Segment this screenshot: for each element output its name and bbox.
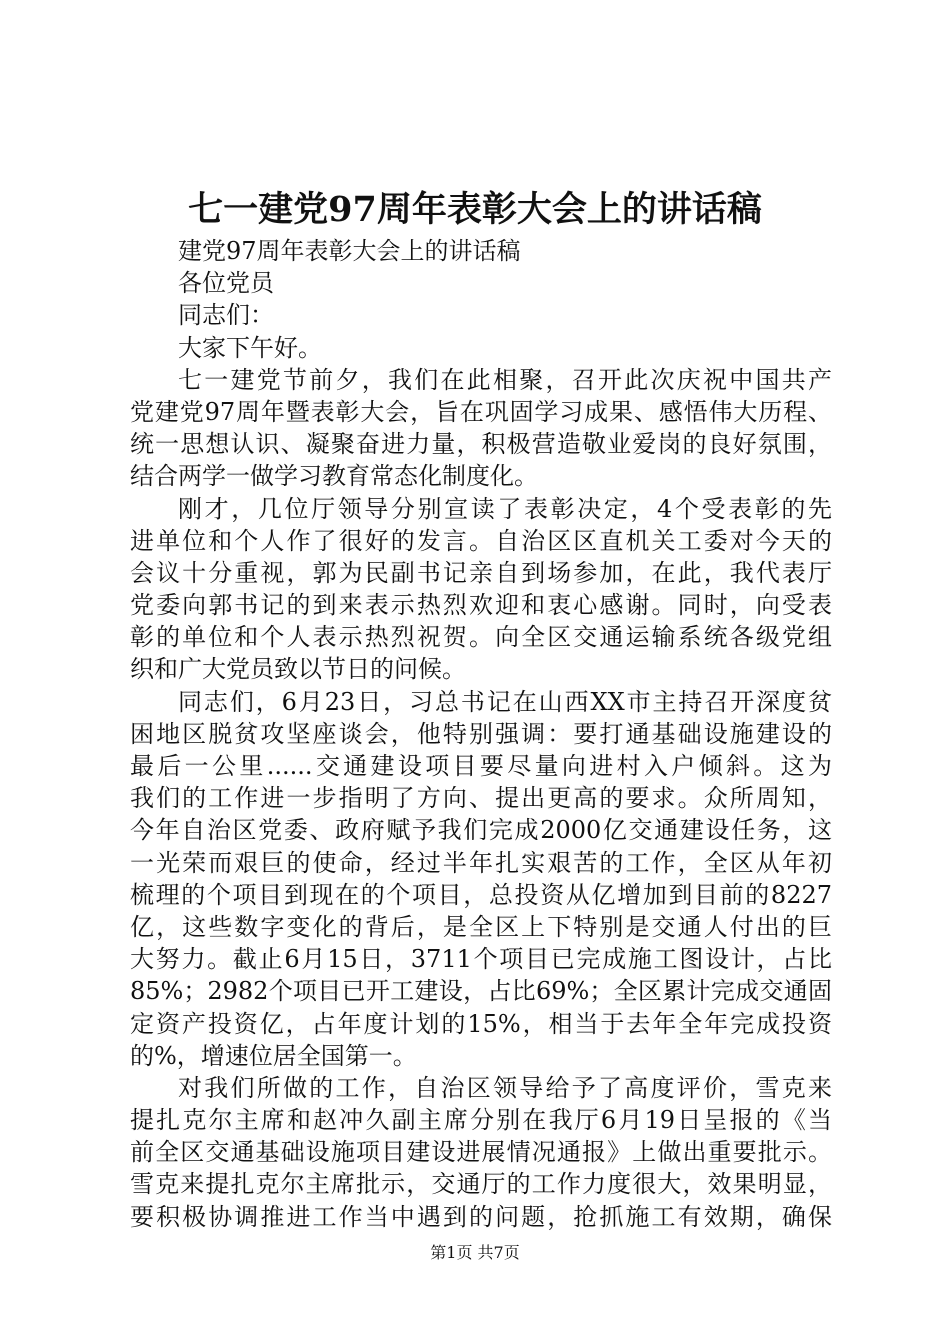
paragraph-line: 彰的单位和个人表示热烈祝贺。向全区交通运输系统各级党组 <box>130 623 832 652</box>
paragraph-line: 七一建党节前夕，我们在此相聚，召开此次庆祝中国共产 <box>178 365 832 394</box>
paragraph-line: 85%；2982个项目已开工建设，占比69%；全区累计完成交通固 <box>130 977 832 1006</box>
paragraph-line: 困地区脱贫攻坚座谈会，他特别强调：要打通基础设施建设的 <box>130 719 832 748</box>
salutation-line: 各位党员 <box>178 269 274 298</box>
paragraph-line: 对我们所做的工作，自治区领导给予了高度评价，雪克来 <box>178 1073 832 1102</box>
paragraph-line: 前全区交通基础设施项目建设进展情况通报》上做出重要批示。 <box>130 1138 832 1167</box>
paragraph-line: 梳理的个项目到现在的个项目，总投资从亿增加到目前的8227 <box>130 880 832 909</box>
document-body <box>130 235 832 1233</box>
salutation-line: 同志们： <box>178 301 274 330</box>
paragraph-line: 今年自治区党委、政府赋予我们完成2000亿交通建设任务，这 <box>130 816 832 845</box>
paragraph-line: 定资产投资亿，占年度计划的15%，相当于去年全年完成投资 <box>130 1009 832 1038</box>
paragraph-line: 亿，这些数字变化的背后，是全区上下特别是交通人付出的巨 <box>130 912 832 941</box>
page-number: 第1页 共7页 <box>430 1243 520 1262</box>
paragraph-line: 同志们，6月23日，习总书记在山西XX市主持召开深度贫 <box>178 687 832 716</box>
paragraph-line: 结合两学一做学习教育常态化制度化。 <box>130 462 538 491</box>
paragraph-line: 织和广大党员致以节日的问候。 <box>130 655 466 684</box>
paragraph-line: 会议十分重视，郭为民副书记亲自到场参加，在此，我代表厅 <box>130 558 832 587</box>
paragraph-line: 党委向郭书记的到来表示热烈欢迎和衷心感谢。同时，向受表 <box>130 591 832 620</box>
paragraph-line: 我们的工作进一步指明了方向、提出更高的要求。众所周知， <box>130 784 832 813</box>
greeting-line: 大家下午好。 <box>178 333 322 362</box>
paragraph-line: 要积极协调推进工作当中遇到的问题，抢抓施工有效期，确保 <box>130 1202 832 1231</box>
paragraph-line: 大努力。截止6月15日，3711个项目已完成施工图设计，占比 <box>130 945 832 974</box>
paragraph-line: 党建党97周年暨表彰大会，旨在巩固学习成果、感悟伟大历程、 <box>130 397 832 426</box>
document-title: 七一建党97周年表彰大会上的讲话稿 <box>188 189 762 230</box>
paragraph-line: 的%，增速位居全国第一。 <box>130 1041 417 1070</box>
paragraph-line: 一光荣而艰巨的使命，经过半年扎实艰苦的工作，全区从年初 <box>130 848 832 877</box>
paragraph-line: 进单位和个人作了很好的发言。自治区区直机关工委对今天的 <box>130 526 832 555</box>
subtitle-line: 建党97周年表彰大会上的讲话稿 <box>178 237 521 265</box>
paragraph-line: 雪克来提扎克尔主席批示，交通厅的工作力度很大，效果明显， <box>130 1170 832 1199</box>
paragraph-line: 提扎克尔主席和赵冲久副主席分别在我厅6月19日呈报的《当 <box>130 1106 832 1135</box>
paragraph-line: 最后一公里......交通建设项目要尽量向进村入户倾斜。这为 <box>130 752 832 780</box>
paragraph-line: 刚才，几位厅领导分别宣读了表彰决定，4个受表彰的先 <box>178 494 832 523</box>
paragraph-line: 统一思想认识、凝聚奋进力量，积极营造敬业爱岗的良好氛围， <box>130 430 832 459</box>
